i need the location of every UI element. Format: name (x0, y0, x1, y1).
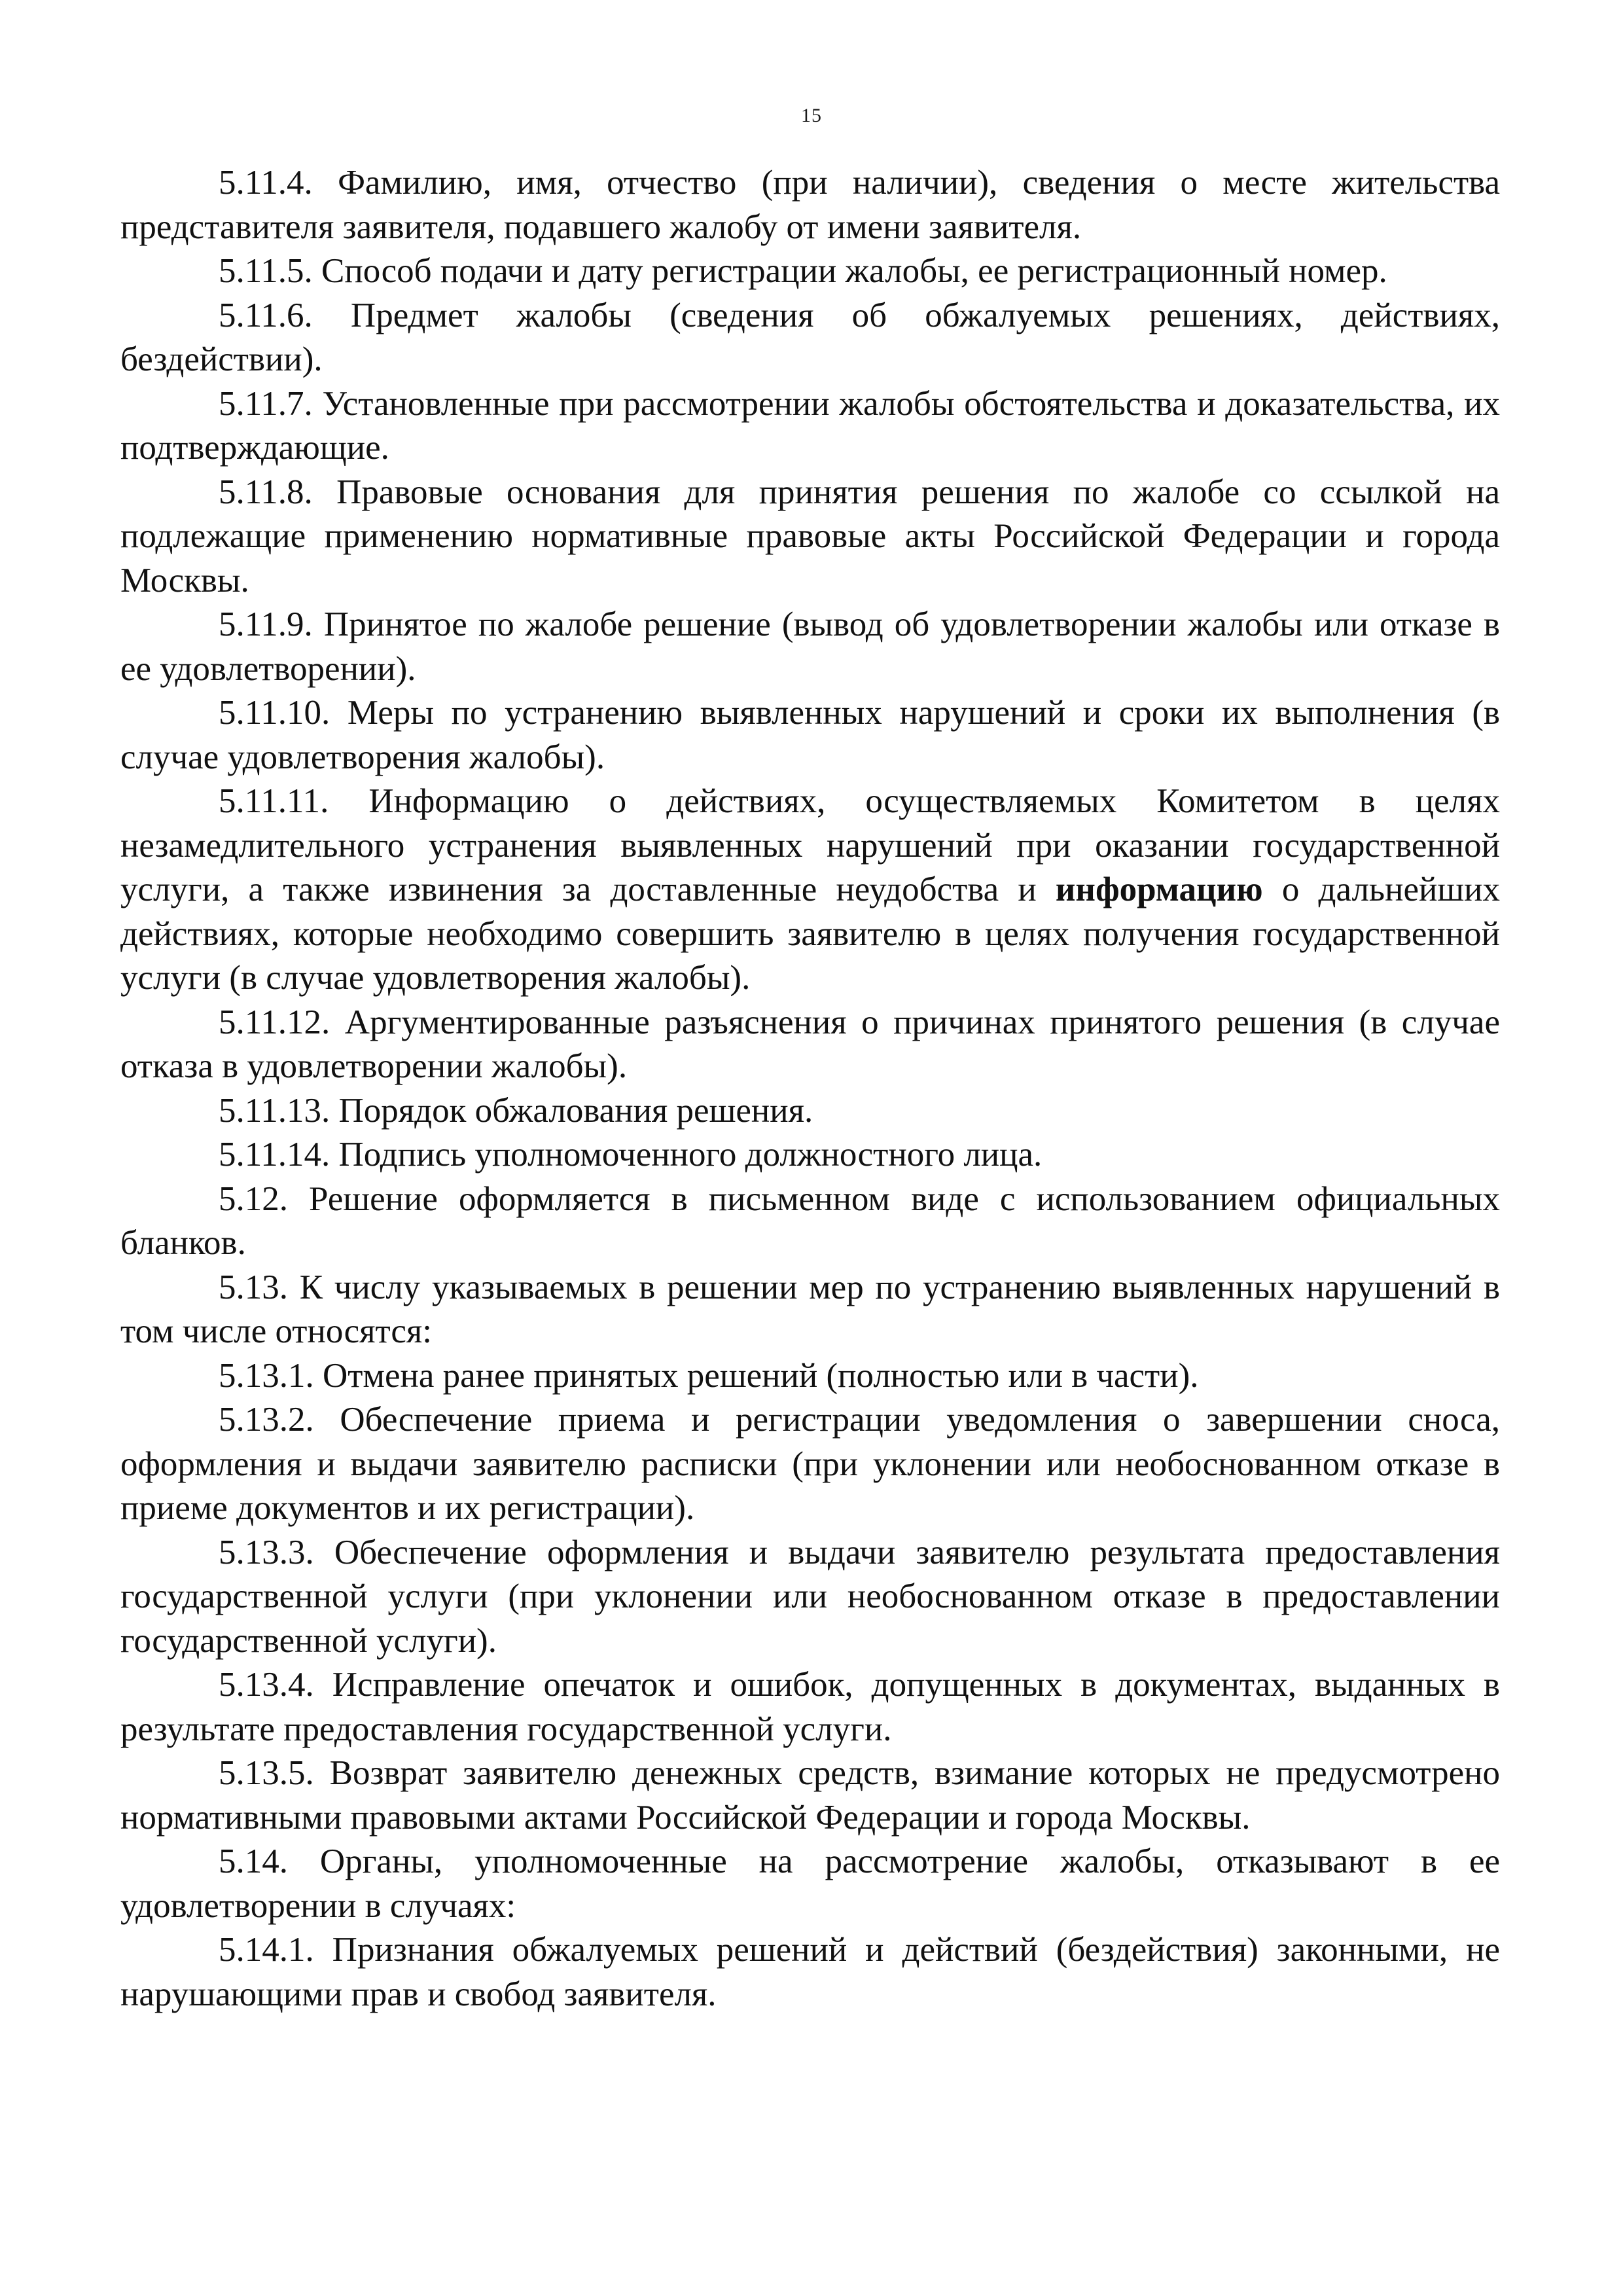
paragraph-5-11-14: 5.11.14. Подпись уполномоченного должностного лица. (219, 1136, 1043, 1174)
page-number: 15 (801, 105, 822, 126)
paragraph-5-14: 5.14. Органы, уполномоченные на рассмотрение жалобы, отказывают в ее удовлетворении в случаях: (120, 1842, 1500, 1925)
paragraph-5-13-2: 5.13.2. Обеспечение приема и регистрации уведомления о завершении сноса, оформления и выдачи заявителю расписки (при уклонении или необоснованном отказе в приеме документов и их регистрации). (120, 1401, 1500, 1527)
paragraph-5-12: 5.12. Решение оформляется в письменном виде с использованием официальных бланков. (120, 1179, 1500, 1262)
paragraph-5-13-1: 5.13.1. Отмена ранее принятых решений (полностью или в части). (219, 1356, 1199, 1395)
paragraph-5-13-5: 5.13.5. Возврат заявителю денежных средств, взимание которых не предусмотрено нормативными правовыми актами Российской Федерации и города Москвы. (120, 1754, 1500, 1837)
paragraph-5-13-4: 5.13.4. Исправление опечаток и ошибок, допущенных в документах, выданных в результате предоставления государственной услуги. (120, 1666, 1500, 1748)
paragraph-5-11-11-bold-word: информацию (1055, 870, 1263, 908)
paragraph-5-11-10: 5.11.10. Меры по устранению выявленных нарушений и сроки их выполнения (в случае удовлетворения жалобы). (120, 694, 1500, 776)
paragraph-5-11-5: 5.11.5. Способ подачи и дату регистрации жалобы, ее регистрационный номер. (219, 252, 1387, 290)
paragraph-5-13-3: 5.13.3. Обеспечение оформления и выдачи заявителю результата предоставления государственной услуги (при уклонении или необоснованном отказе в предоставлении государственной услуги). (120, 1533, 1500, 1660)
paragraph-5-11-6: 5.11.6. Предмет жалобы (сведения об обжалуемых решениях, действиях, бездействии). (120, 296, 1500, 378)
paragraph-5-11-8: 5.11.8. Правовые основания для принятия решения по жалобе со ссылкой на подлежащие применению нормативные правовые акты Российской Федерации и города Москвы. (120, 473, 1500, 600)
paragraph-5-14-1: 5.14.1. Признания обжалуемых решений и действий (бездействия) законными, не нарушающими прав и свобод заявителя. (120, 1931, 1500, 2013)
paragraph-5-11-4: 5.11.4. Фамилию, имя, отчество (при наличии), сведения о месте жительства представителя заявителя, подавшего жалобу от имени заявителя. (120, 164, 1500, 246)
paragraph-5-11-11 (120, 780, 1500, 1001)
paragraph-5-11-13: 5.11.13. Порядок обжалования решения. (219, 1091, 813, 1130)
paragraph-5-11-11-part-2: о дальнейших действиях, которые необходимо совершить заявителю в целях получения государственной услуги (в случае удовлетворения жалобы). (120, 870, 1501, 997)
document-body (120, 161, 1500, 2017)
paragraph-5-11-11-part-1: 5.11.11. Информацию о действиях, осуществляемых Комитетом в целях незамедлительного устранения выявленных нарушений при оказании государственной услуги, а также извинения за доставленные неудобства и (120, 782, 1500, 908)
paragraph-5-11-12: 5.11.12. Аргументированные разъяснения о причинах принятого решения (в случае отказа в удовлетворении жалобы). (120, 1003, 1500, 1085)
paragraph-5-13: 5.13. К числу указываемых в решении мер по устранению выявленных нарушений в том числе относятся: (120, 1268, 1500, 1350)
paragraph-5-11-9: 5.11.9. Принятое по жалобе решение (вывод об удовлетворении жалобы или отказе в ее удовлетворении). (120, 605, 1500, 688)
paragraph-5-11-7: 5.11.7. Установленные при рассмотрении жалобы обстоятельства и доказательства, их подтверждающие. (120, 384, 1500, 467)
